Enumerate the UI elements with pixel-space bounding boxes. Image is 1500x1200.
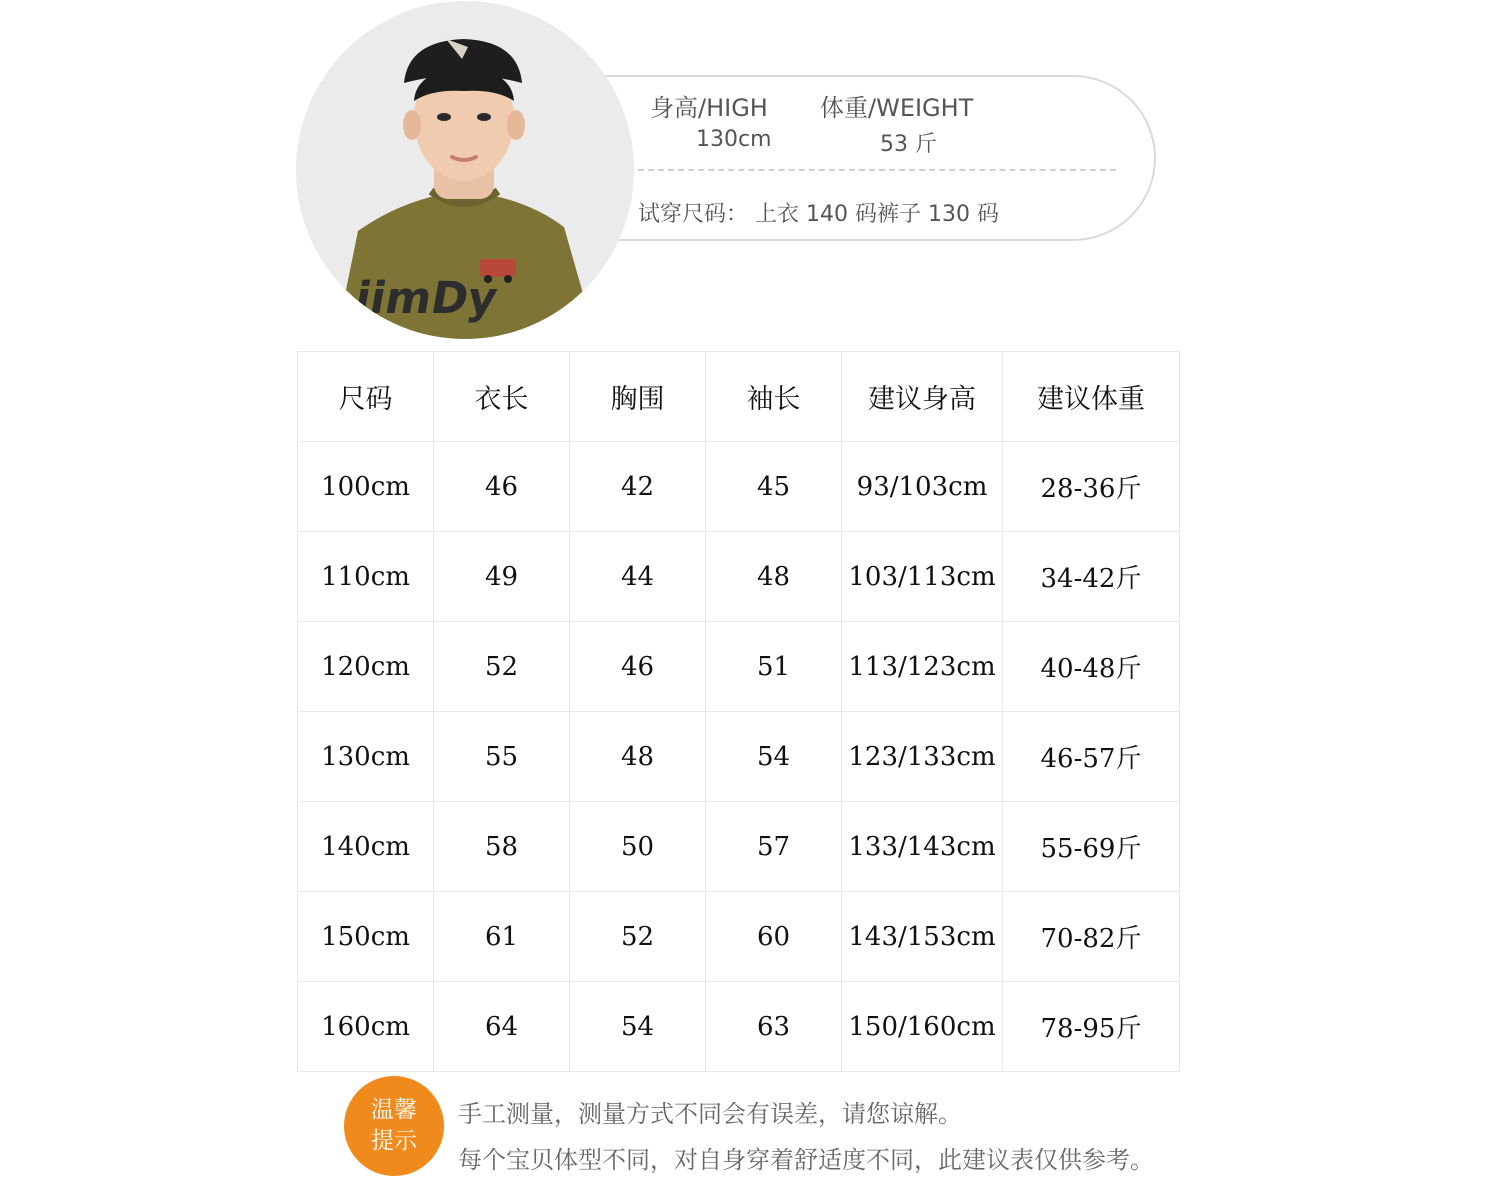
- cell-size: 160cm: [298, 982, 434, 1072]
- table-row: [298, 442, 1180, 532]
- cell-sleeve: 57: [706, 802, 842, 892]
- table-row: [298, 622, 1180, 712]
- cell-suggested-height: 150/160cm: [842, 982, 1003, 1072]
- cell-suggested-height: 93/103cm: [842, 442, 1003, 532]
- cell-suggested-height: 143/153cm: [842, 892, 1003, 982]
- cell-sleeve: 45: [706, 442, 842, 532]
- cell-suggested-weight: 28-36斤: [1003, 442, 1180, 532]
- cell-length: 61: [434, 892, 570, 982]
- table-row: [298, 892, 1180, 982]
- cell-chest: 50: [570, 802, 706, 892]
- cell-suggested-height: 113/123cm: [842, 622, 1003, 712]
- cell-suggested-weight: 34-42斤: [1003, 532, 1180, 622]
- cell-suggested-height: 133/143cm: [842, 802, 1003, 892]
- tip-line-1: 手工测量，测量方式不同会有误差，请您谅解。: [458, 1100, 962, 1128]
- trial-size-text: 试穿尺码： 上衣 140 码裤子 130 码: [638, 202, 999, 227]
- table-row: [298, 802, 1180, 892]
- cell-length: 55: [434, 712, 570, 802]
- header-suggested-height: 建议身高: [842, 352, 1003, 442]
- cell-size: 120cm: [298, 622, 434, 712]
- cell-chest: 44: [570, 532, 706, 622]
- cell-size: 140cm: [298, 802, 434, 892]
- table-row: [298, 982, 1180, 1072]
- cell-size: 130cm: [298, 712, 434, 802]
- dashed-divider: [638, 169, 1116, 171]
- cell-length: 64: [434, 982, 570, 1072]
- tip-badge-line1: 温馨: [371, 1097, 417, 1123]
- cell-sleeve: 48: [706, 532, 842, 622]
- header-chest: 胸围: [570, 352, 706, 442]
- cell-sleeve: 54: [706, 712, 842, 802]
- cell-suggested-weight: 78-95斤: [1003, 982, 1180, 1072]
- weight-label: 体重/WEIGHT: [820, 94, 974, 122]
- tip-badge: [344, 1076, 444, 1176]
- size-chart-table: [297, 351, 1180, 1072]
- cell-sleeve: 60: [706, 892, 842, 982]
- cell-suggested-height: 123/133cm: [842, 712, 1003, 802]
- cell-suggested-weight: 55-69斤: [1003, 802, 1180, 892]
- table-row: [298, 532, 1180, 622]
- height-value: 130cm: [696, 127, 772, 152]
- cell-chest: 48: [570, 712, 706, 802]
- cell-length: 52: [434, 622, 570, 712]
- cell-sleeve: 63: [706, 982, 842, 1072]
- header-size: 尺码: [298, 352, 434, 442]
- cell-chest: 42: [570, 442, 706, 532]
- shirt-print-text: jimDy: [351, 273, 502, 324]
- cell-chest: 54: [570, 982, 706, 1072]
- cell-chest: 52: [570, 892, 706, 982]
- model-photo-illustration: [296, 1, 634, 339]
- table-row: [298, 712, 1180, 802]
- model-photo: [296, 1, 634, 339]
- tip-line-2: 每个宝贝体型不同，对自身穿着舒适度不同，此建议表仅供参考。: [458, 1146, 1154, 1174]
- header-sleeve: 袖长: [706, 352, 842, 442]
- table-header-row: [298, 352, 1180, 442]
- cell-suggested-weight: 70-82斤: [1003, 892, 1180, 982]
- tip-badge-line2: 提示: [371, 1128, 417, 1154]
- cell-suggested-weight: 40-48斤: [1003, 622, 1180, 712]
- cell-suggested-height: 103/113cm: [842, 532, 1003, 622]
- cell-length: 58: [434, 802, 570, 892]
- header-suggested-weight: 建议体重: [1003, 352, 1180, 442]
- cell-size: 100cm: [298, 442, 434, 532]
- cell-chest: 46: [570, 622, 706, 712]
- cell-size: 110cm: [298, 532, 434, 622]
- cell-suggested-weight: 46-57斤: [1003, 712, 1180, 802]
- height-label: 身高/HIGH: [650, 94, 768, 122]
- weight-value: 53 斤: [880, 132, 937, 157]
- cell-length: 46: [434, 442, 570, 532]
- cell-size: 150cm: [298, 892, 434, 982]
- header-length: 衣长: [434, 352, 570, 442]
- cell-length: 49: [434, 532, 570, 622]
- cell-sleeve: 51: [706, 622, 842, 712]
